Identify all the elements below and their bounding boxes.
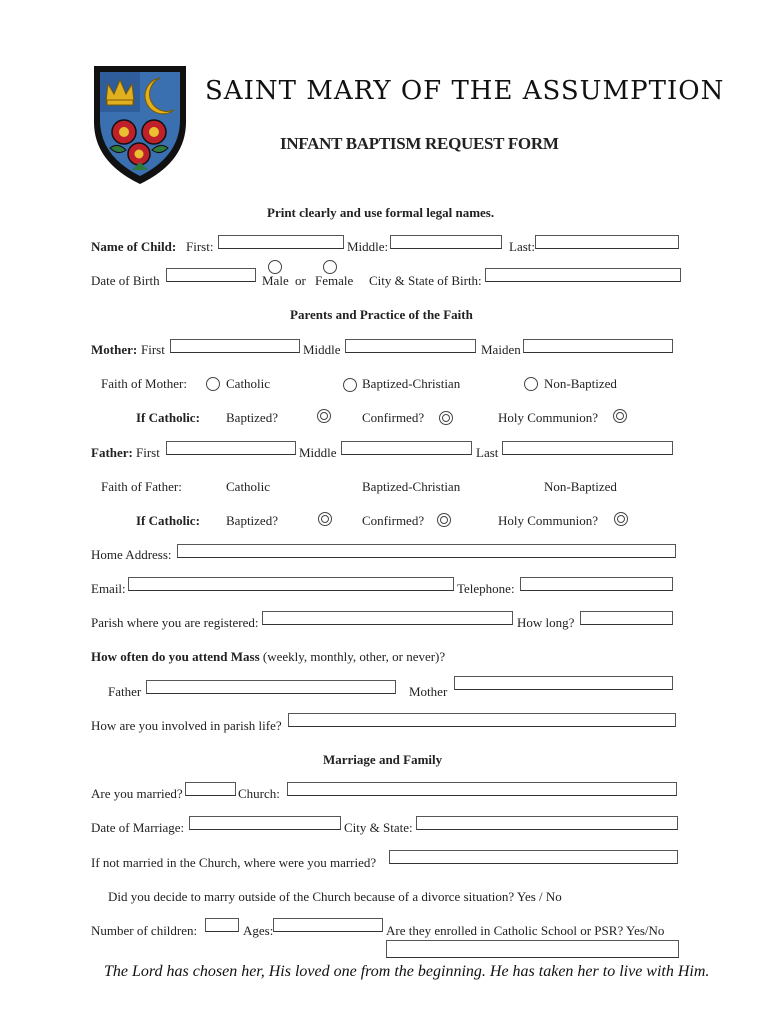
children-label: Number of children: — [91, 923, 198, 938]
mass-father-field[interactable] — [146, 680, 396, 694]
child-middle-label: Middle: — [347, 239, 389, 254]
male-radio[interactable] — [268, 260, 282, 274]
mass-father-label: Father — [108, 684, 142, 699]
birthplace-label: City & State of Birth: — [369, 273, 482, 288]
dob-label: Date of Birth — [91, 273, 160, 288]
marriage-heading: Marriage and Family — [323, 752, 443, 767]
father-middle-field[interactable] — [341, 441, 472, 455]
mother-non-baptized-radio[interactable] — [524, 377, 538, 391]
mass-question-bold: How often do you attend Mass — [91, 649, 260, 664]
mother-baptized-christian-label: Baptized-Christian — [362, 376, 461, 391]
father-baptized-christian-label: Baptized-Christian — [362, 479, 461, 494]
marriage-date-field[interactable] — [189, 816, 341, 830]
married-label: Are you married? — [91, 786, 183, 801]
father-confirmed-check[interactable] — [437, 513, 451, 527]
mother-first-field[interactable] — [170, 339, 300, 353]
closing-quote: The Lord has chosen her, His loved one from the beginning. He has taken her to live with Him. — [104, 963, 710, 980]
child-middle-name-field[interactable] — [390, 235, 502, 249]
child-first-name-field[interactable] — [218, 235, 344, 249]
father-middle-label: Middle — [299, 445, 337, 460]
mass-mother-label: Mother — [409, 684, 448, 699]
mother-baptized-q: Baptized? — [226, 410, 278, 425]
father-communion-check[interactable] — [614, 512, 628, 526]
father-non-baptized-label: Non-Baptized — [544, 479, 617, 494]
or-label: or — [295, 273, 306, 288]
not-married-field[interactable] — [389, 850, 678, 864]
instructions: Print clearly and use formal legal names. — [267, 205, 495, 220]
church-field[interactable] — [287, 782, 677, 796]
mother-label: Mother: — [91, 342, 138, 357]
mother-if-catholic-label: If Catholic: — [136, 410, 200, 425]
mass-question — [91, 649, 445, 665]
marriage-city-state-field[interactable] — [416, 816, 678, 830]
home-address-field[interactable] — [177, 544, 676, 558]
how-long-field[interactable] — [580, 611, 673, 625]
form-title: INFANT BAPTISM REQUEST FORM — [280, 134, 559, 153]
mother-first-label: First — [141, 342, 165, 357]
parish-field[interactable] — [262, 611, 513, 625]
female-label: Female — [315, 273, 354, 288]
divorce-question: Did you decide to marry outside of the Church because of a divorce situation? Yes / No — [108, 889, 562, 904]
email-label: Email: — [91, 581, 126, 596]
father-baptized-q: Baptized? — [226, 513, 278, 528]
mother-confirmed-check[interactable] — [439, 411, 453, 425]
father-last-label: Last — [476, 445, 499, 460]
birthplace-field[interactable] — [485, 268, 681, 282]
mother-non-baptized-label: Non-Baptized — [544, 376, 617, 391]
male-label: Male — [262, 273, 289, 288]
church-name: SAINT MARY OF THE ASSUMPTION — [205, 76, 725, 106]
parish-life-field[interactable] — [288, 713, 676, 727]
father-label: Father: — [91, 445, 133, 460]
enrolled-label: Are they enrolled in Catholic School or PSR? Yes/No — [386, 923, 665, 938]
mother-middle-field[interactable] — [345, 339, 476, 353]
father-first-field[interactable] — [166, 441, 296, 455]
faith-father-label: Faith of Father: — [101, 479, 182, 494]
father-first-label: First — [136, 445, 160, 460]
marriage-date-label: Date of Marriage: — [91, 820, 185, 835]
church-label: Church: — [238, 786, 280, 801]
not-married-label: If not married in the Church, where were you married? — [91, 855, 377, 870]
child-first-label: First: — [186, 239, 214, 254]
how-long-label: How long? — [517, 615, 575, 630]
ages-label: Ages: — [243, 923, 274, 938]
telephone-label: Telephone: — [457, 581, 515, 596]
child-name-label: Name of Child: — [91, 239, 177, 254]
married-field[interactable] — [185, 782, 236, 796]
father-last-field[interactable] — [502, 441, 673, 455]
children-count-field[interactable] — [205, 918, 239, 932]
father-catholic-label: Catholic — [226, 479, 271, 494]
child-last-name-field[interactable] — [535, 235, 679, 249]
mother-communion-check[interactable] — [613, 409, 627, 423]
mother-maiden-field[interactable] — [523, 339, 673, 353]
enrolled-field[interactable] — [386, 940, 679, 958]
mother-confirmed-q: Confirmed? — [362, 410, 425, 425]
mass-mother-field[interactable] — [454, 676, 673, 690]
father-if-catholic-label: If Catholic: — [136, 513, 200, 528]
mother-communion-q: Holy Communion? — [498, 410, 599, 425]
mother-baptized-check[interactable] — [317, 409, 331, 423]
father-communion-q: Holy Communion? — [498, 513, 599, 528]
marriage-city-state-label: City & State: — [344, 820, 413, 835]
email-field[interactable] — [128, 577, 454, 591]
mass-question-rest: (weekly, monthly, other, or never)? — [262, 649, 446, 664]
mother-maiden-label: Maiden — [481, 342, 521, 357]
parish-label: Parish where you are registered: — [91, 615, 259, 630]
telephone-field[interactable] — [520, 577, 673, 591]
dob-field[interactable] — [166, 268, 256, 282]
mother-baptized-christian-radio[interactable] — [343, 378, 357, 392]
child-last-label: Last: — [509, 239, 535, 254]
parish-crest-logo — [88, 62, 192, 186]
father-confirmed-q: Confirmed? — [362, 513, 425, 528]
ages-field[interactable] — [273, 918, 383, 932]
mother-middle-label: Middle — [303, 342, 341, 357]
father-baptized-check[interactable] — [318, 512, 332, 526]
parents-heading: Parents and Practice of the Faith — [290, 307, 473, 322]
parish-life-label: How are you involved in parish life? — [91, 718, 282, 733]
mother-catholic-label: Catholic — [226, 376, 271, 391]
mother-catholic-radio[interactable] — [206, 377, 220, 391]
faith-mother-label: Faith of Mother: — [101, 376, 187, 391]
female-radio[interactable] — [323, 260, 337, 274]
home-address-label: Home Address: — [91, 547, 172, 562]
